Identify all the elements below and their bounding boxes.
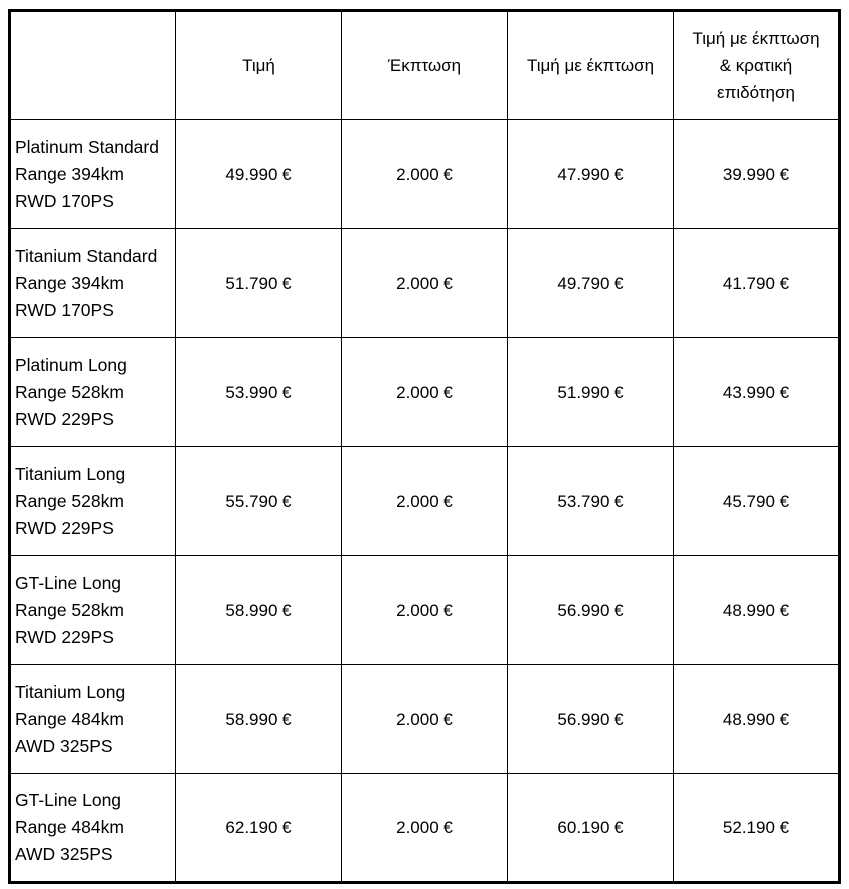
model-line: Range 528km [15, 381, 124, 402]
price-after-discount-cell: 51.990 € [508, 338, 674, 447]
price-after-discount-cell: 49.790 € [508, 229, 674, 338]
table-row [10, 229, 840, 338]
header-price-after-discount: Τιμή με έκπτωση [508, 11, 674, 120]
discount-cell: 2.000 € [342, 338, 508, 447]
price-cell: 58.990 € [176, 556, 342, 665]
model-line: GT-Line Long [15, 572, 122, 593]
discount-cell: 2.000 € [342, 229, 508, 338]
model-line: AWD 325PS [15, 844, 113, 864]
model-line: Range 528km [15, 599, 124, 620]
model-line: RWD 170PS [15, 190, 114, 211]
price-after-subsidy-cell: 45.790 € [674, 447, 840, 556]
discount-cell: 2.000 € [342, 665, 508, 774]
price-cell: 55.790 € [176, 447, 342, 556]
model-cell [10, 229, 176, 338]
header-discount: Έκπτωση [342, 11, 508, 120]
price-cell: 49.990 € [176, 120, 342, 229]
price-after-subsidy-cell: 41.790 € [674, 229, 840, 338]
model-line: Platinum Long [15, 354, 127, 375]
model-line: RWD 229PS [15, 517, 114, 538]
table-body [10, 120, 840, 883]
price-after-subsidy-cell: 43.990 € [674, 338, 840, 447]
table-row [10, 120, 840, 229]
table-header-row [10, 11, 840, 120]
price-after-discount-cell: 56.990 € [508, 556, 674, 665]
table-row [10, 447, 840, 556]
model-line: RWD 170PS [15, 299, 114, 320]
header-price-after-subsidy: Τιμή με έκπτωση & κρατική επιδότηση [674, 11, 840, 120]
discount-cell: 2.000 € [342, 447, 508, 556]
model-cell [10, 338, 176, 447]
model-line: GT-Line Long [15, 790, 122, 810]
model-line: AWD 325PS [15, 735, 113, 756]
model-line: Range 394km [15, 163, 124, 184]
model-cell [10, 447, 176, 556]
model-line: Range 484km [15, 708, 124, 729]
price-after-subsidy-cell: 48.990 € [674, 665, 840, 774]
model-line: Range 528km [15, 490, 124, 511]
model-line: Titanium Long [15, 463, 126, 484]
price-cell: 51.790 € [176, 229, 342, 338]
model-line: Range 484km [15, 817, 124, 837]
price-after-discount-cell: 47.990 € [508, 120, 674, 229]
price-after-discount-cell: 53.790 € [508, 447, 674, 556]
model-line: Titanium Standard [15, 245, 158, 266]
model-line: RWD 229PS [15, 626, 114, 647]
model-line: Titanium Long [15, 681, 126, 702]
table-row [10, 556, 840, 665]
price-cell: 53.990 € [176, 338, 342, 447]
table-row [10, 774, 840, 883]
header-model [10, 11, 176, 120]
price-after-subsidy-cell: 48.990 € [674, 556, 840, 665]
header-price: Τιμή [176, 11, 342, 120]
price-after-discount-cell: 56.990 € [508, 665, 674, 774]
discount-cell: 2.000 € [342, 556, 508, 665]
price-cell: 58.990 € [176, 665, 342, 774]
table-row [10, 665, 840, 774]
model-cell [10, 556, 176, 665]
price-after-subsidy-cell: 39.990 € [674, 120, 840, 229]
discount-cell: 2.000 € [342, 774, 508, 883]
model-line: RWD 229PS [15, 408, 114, 429]
price-after-subsidy-cell: 52.190 € [674, 774, 840, 883]
model-line: Platinum Standard [15, 136, 159, 157]
model-cell [10, 665, 176, 774]
price-cell: 62.190 € [176, 774, 342, 883]
model-cell [10, 774, 176, 883]
model-line: Range 394km [15, 272, 124, 293]
price-table [8, 9, 841, 884]
price-after-discount-cell: 60.190 € [508, 774, 674, 883]
table-row [10, 338, 840, 447]
model-cell [10, 120, 176, 229]
discount-cell: 2.000 € [342, 120, 508, 229]
